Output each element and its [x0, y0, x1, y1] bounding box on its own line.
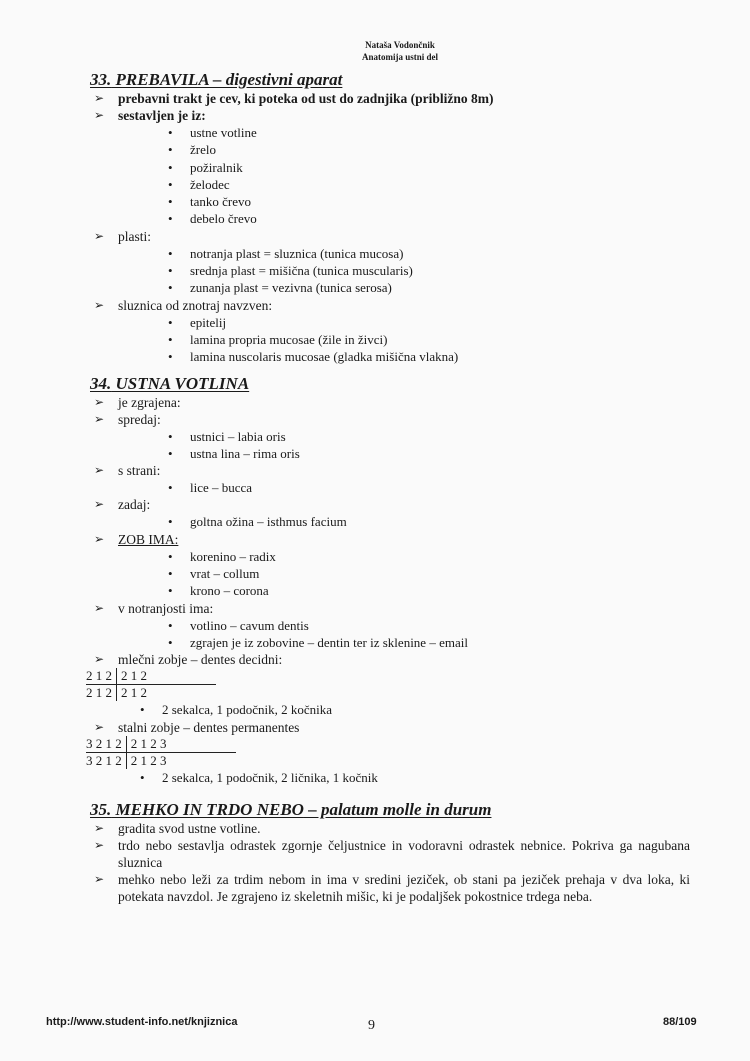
list-item: • tanko črevo [168, 193, 690, 210]
arrow-icon: ➢ [94, 497, 105, 512]
section-35-title: 35. MEHKO IN TRDO NEBO – palatum molle in durum [90, 799, 492, 819]
arrow-icon: ➢ [94, 108, 105, 122]
list-item: ➢ plasti: • notranja plast = sluznica (tunica mucosa) • srednja plast = mišična (tunica muscularis) • zunanja plast = vezivna (tunica serosa) [90, 228, 690, 297]
milk-teeth-formula: 2 1 2 2 1 2 2 1 2 2 1 2 [86, 668, 216, 701]
header-author: Nataša Vodončnik [365, 40, 435, 50]
list-item: ➢ ZOB IMA: • korenino – radix • vrat – collum • krono – corona [90, 531, 690, 600]
permanent-teeth-formula: 3 2 1 2 2 1 2 3 3 2 1 2 2 1 2 3 [86, 736, 236, 769]
content [86, 70, 690, 905]
list-item: • 2 sekalca, 1 podočnik, 2 kočnika [140, 701, 690, 718]
list-item: • žrelo [168, 141, 690, 158]
list-item: • lamina propria mucosae (žile in živci) [168, 331, 690, 348]
list-item: ➢ gradita svod ustne votline. [94, 820, 261, 836]
section-33-title: 33. PREBAVILA – digestivni aparat [90, 70, 343, 89]
list-item: • 2 sekalca, 1 podočnik, 2 ličnika, 1 kočnik [140, 769, 690, 786]
list-item: • ustna lina – rima oris [168, 445, 690, 462]
arrow-icon: ➢ [94, 837, 105, 852]
list-item: • votlino – cavum dentis [168, 617, 690, 634]
arrow-icon: ➢ [94, 652, 105, 667]
list-item: ➢ spredaj: • ustnici – labia oris • ustna lina – rima oris [90, 411, 690, 463]
list-item: • želodec [168, 176, 690, 193]
arrow-icon: ➢ [94, 871, 105, 886]
list-item: ➢ trdo nebo sestavlja odrastek zgornje čeljustnice in vodoravni odrastek nebnice. Pokriva ga nagubana sluznica [94, 837, 690, 870]
arrow-icon: ➢ [94, 394, 105, 409]
list-item: ➢ sestavljen je iz: • ustne votline • žrelo • požiralnik • želodec • tanko črevo • debelo črevo [90, 107, 690, 228]
section-34-title: 34. USTNA VOTLINA [90, 373, 250, 393]
arrow-icon: ➢ [94, 820, 105, 835]
arrow-icon: ➢ [94, 463, 105, 478]
arrow-icon: ➢ [94, 531, 105, 546]
list-item: ➢ stalni zobje – dentes permanentes [94, 719, 300, 735]
arrow-icon: ➢ [94, 91, 105, 105]
list-item: ➢ zadaj: • goltna ožina – isthmus facium [90, 496, 690, 530]
list-item: • požiralnik [168, 159, 690, 176]
list-item: • korenino – radix [168, 548, 690, 565]
list-item: ➢ je zgrajena: [94, 394, 181, 410]
page-header [300, 39, 500, 63]
list-item: ➢ mlečni zobje – dentes decidni: [94, 652, 283, 668]
section-33-list [90, 90, 690, 366]
list-item: • ustnici – labia oris [168, 428, 690, 445]
page-count: 88/109 [663, 1016, 697, 1028]
list-item: ➢ prebavni trakt je cev, ki poteka od ust do zadnjika (približno 8m) [94, 91, 494, 106]
page-number: 9 [368, 1018, 375, 1033]
arrow-icon: ➢ [94, 297, 105, 312]
section-35-list [90, 820, 690, 905]
arrow-icon: ➢ [94, 228, 105, 243]
list-item: ➢ sluznica od znotraj navzven: • epitelij • lamina propria mucosae (žile in živci) • lamina nuscolaris mucosae (gladka mišična vlakna) [90, 297, 690, 366]
list-item: • epitelij [168, 314, 690, 331]
list-item: • ustne votline [168, 124, 690, 141]
section-34-list [90, 394, 690, 669]
list-item: • lamina nuscolaris mucosae (gladka mišična vlakna) [168, 348, 690, 365]
list-item: ➢ v notranjosti ima: • votlino – cavum dentis • zgrajen je iz zobovine – dentin ter iz sklenine – email [90, 600, 690, 652]
header-subject: Anatomija ustni del [361, 52, 438, 62]
list-item: ➢ mehko nebo leži za trdim nebom in ima v sredini jeziček, ob stani pa jeziček prehaja v dva loka, ki potekata navzdol. Je zgrajeno iz skeletnih mišic, ki je podaljšek pokostnice trdega neba. [94, 871, 690, 904]
list-item: • zunanja plast = vezivna (tunica serosa) [168, 279, 690, 296]
list-item: • notranja plast = sluznica (tunica mucosa) [168, 245, 690, 262]
list-item: • zgrajen je iz zobovine – dentin ter iz sklenine – email [168, 634, 690, 651]
arrow-icon: ➢ [94, 600, 105, 615]
list-item: • vrat – collum [168, 565, 690, 582]
arrow-icon: ➢ [94, 719, 105, 734]
arrow-icon: ➢ [94, 411, 105, 426]
list-item: • srednja plast = mišična (tunica muscularis) [168, 262, 690, 279]
list-item: • krono – corona [168, 582, 690, 599]
footer-url: http://www.student-info.net/knjiznica [46, 1016, 238, 1028]
list-item: ➢ s strani: • lice – bucca [90, 462, 690, 496]
list-item: • debelo črevo [168, 210, 690, 227]
list-item: • goltna ožina – isthmus facium [168, 513, 690, 530]
list-item: • lice – bucca [168, 479, 690, 496]
